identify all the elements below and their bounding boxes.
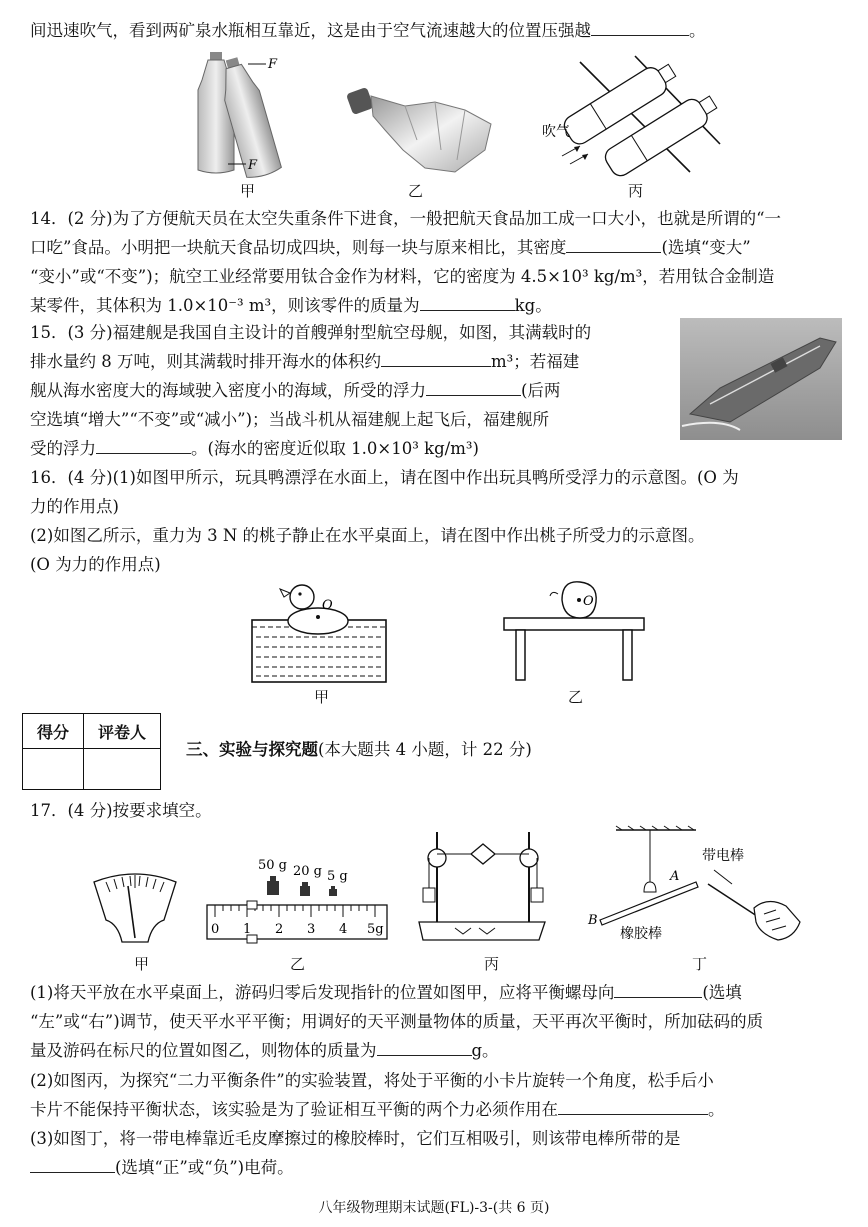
- rubber-rod-label: 橡胶棒: [620, 926, 662, 942]
- answer-blank[interactable]: [96, 435, 191, 454]
- fig17-caption-jia: 甲: [134, 955, 150, 973]
- grader-header: 评卷人: [84, 714, 161, 749]
- score-cell[interactable]: [23, 749, 84, 790]
- q14-line4: 某零件，其体积为 1.0×10⁻³ m³，则该零件的质量为 kg。: [30, 291, 842, 320]
- peach-point-o: O: [583, 594, 594, 609]
- section-title: 三、实验与探究题(本大题共 4 小题，计 22 分): [186, 740, 532, 759]
- q17-s2-line1: (2)如图丙，为探究“二力平衡条件”的实验装置，将处于平衡的小卡片旋转一个角度，松手后小: [30, 1071, 714, 1090]
- q14-line1: 14．(2 分)为了方便航天员在太空失重条件下进食，一般把航天食品加工成一口大小，也就是所谓的“一: [30, 209, 782, 228]
- weight-label-50g: 50 g: [258, 858, 287, 873]
- ruler-tick-3: 3: [307, 922, 316, 937]
- fig17-jia-balance-pointer: [92, 872, 178, 944]
- q17-s3-line2: (选填“正”或“负”)电荷。: [30, 1153, 842, 1182]
- score-table: [22, 713, 161, 790]
- q17-s1-line3: 量及游码在标尺的位置如图乙，则物体的质量为 g。: [30, 1036, 842, 1065]
- q13-tail: 间迅速吹气，看到两矿泉水瓶相互靠近，这是由于空气流速越大的位置压强越 。: [30, 16, 842, 45]
- fig17-caption-ding: 丁: [692, 955, 708, 973]
- fig13-yi-crushed-bottle: [345, 80, 495, 175]
- ruler-tick-4: 4: [339, 922, 348, 937]
- weight-label-20g: 20 g: [293, 864, 322, 879]
- score-header: 得分: [23, 714, 84, 749]
- fig13-jia-bottles: [180, 52, 310, 180]
- fig17-caption-bing: 丙: [484, 955, 500, 973]
- weight-label-5g: 5 g: [327, 869, 348, 884]
- ruler-tick-0: 0: [211, 922, 220, 937]
- duck-point-o: O: [322, 598, 333, 613]
- answer-blank[interactable]: [381, 348, 491, 367]
- ruler-tick-2: 2: [275, 922, 284, 937]
- q15-line3: 舰从海水密度大的海域驶入密度小的海域，所受的浮力 (后两: [30, 376, 680, 405]
- fig16-jia-duck-water: [250, 575, 390, 685]
- q15-line1: 15．(3 分)福建舰是我国自主设计的首艘弹射型航空母舰，如图，其满载时的: [30, 323, 592, 342]
- ruler-tick-1: 1: [243, 922, 252, 937]
- fig17-yi-weights-ruler: [205, 855, 390, 947]
- ruler-tick-5g: 5g: [367, 922, 384, 937]
- q16-line1: 16．(4 分)(1)如图甲所示，玩具鸭漂浮在水面上，请在图中作出玩具鸭所受浮力的示意图。(O 为: [30, 468, 739, 487]
- q17-s2-line2: 卡片不能保持平衡状态，该实验是为了验证相互平衡的两个力必须作用在 。: [30, 1095, 842, 1124]
- answer-blank[interactable]: [30, 1154, 115, 1173]
- q17-s1-line1: (1)将天平放在水平桌面上，游码归零后发现指针的位置如图甲，应将平衡螺母向 (选填: [30, 978, 842, 1007]
- fig13-bing-hanging-bottles: [540, 54, 730, 179]
- aircraft-carrier-photo: [680, 318, 842, 440]
- answer-blank[interactable]: [614, 979, 702, 998]
- q16-line2: 力的作用点): [30, 497, 119, 516]
- q16-line3: (2)如图乙所示，重力为 3 N 的桃子静止在水平桌面上，请在图中作出桃子所受力的示意图。: [30, 526, 705, 545]
- fig13-caption-bing: 丙: [628, 182, 644, 200]
- force-label-f-bottom: F: [248, 158, 258, 173]
- q14-line3: “变小”或“不变”)；航空工业经常要用钛合金作为材料，它的密度为 4.5×10³ kg/m³，若用钛合金制造: [30, 267, 775, 286]
- page-footer: 八年级物理期末试题(FL)-3-(共 6 页): [318, 1200, 550, 1216]
- fig17-ding-charged-rod: [586, 826, 816, 950]
- fig16-caption-yi: 乙: [568, 688, 584, 706]
- q15-line5: 受的浮力 。(海水的密度近似取 1.0×10³ kg/m³): [30, 434, 680, 463]
- fig17-caption-yi: 乙: [290, 955, 306, 973]
- fig16-yi-peach-table: [500, 578, 650, 683]
- answer-blank[interactable]: [591, 17, 689, 36]
- fig17-bing-force-balance: [415, 828, 550, 946]
- force-label-f-top: F: [268, 57, 278, 72]
- answer-blank[interactable]: [420, 292, 515, 311]
- q15-line2: 排水量约 8 万吨，则其满载时排开海水的体积约 m³；若福建: [30, 347, 680, 376]
- blow-label: 吹气: [542, 124, 570, 140]
- answer-blank[interactable]: [558, 1096, 708, 1115]
- q16-line4: (O 为力的作用点): [30, 555, 161, 574]
- answer-blank[interactable]: [426, 377, 521, 396]
- q15-line4: 空选填“增大”“不变”或“减小”)；当战斗机从福建舰上起飞后，福建舰所: [30, 410, 550, 429]
- charged-rod-label: 带电棒: [702, 848, 744, 864]
- rubber-rod-end-a: A: [670, 869, 680, 884]
- fig13-caption-yi: 乙: [408, 182, 424, 200]
- q17-s1-line2: “左”或“右”)调节，使天平水平平衡；用调好的天平测量物体的质量，天平再次平衡时，所加砝码的质: [30, 1012, 764, 1031]
- q17-head: 17．(4 分)按要求填空。: [30, 801, 212, 820]
- fig16-caption-jia: 甲: [314, 688, 330, 706]
- q17-s3-line1: (3)如图丁，将一带电棒靠近毛皮摩擦过的橡胶棒时，它们互相吸引，则该带电棒所带的是: [30, 1129, 681, 1148]
- rubber-rod-end-b: B: [588, 913, 598, 928]
- answer-blank[interactable]: [566, 234, 661, 253]
- answer-blank[interactable]: [377, 1037, 472, 1056]
- q14-line2: 口吃”食品。小明把一块航天食品切成四块，则每一块与原来相比，其密度 (选填“变大”: [30, 233, 842, 262]
- grader-cell[interactable]: [84, 749, 161, 790]
- fig13-caption-jia: 甲: [240, 182, 256, 200]
